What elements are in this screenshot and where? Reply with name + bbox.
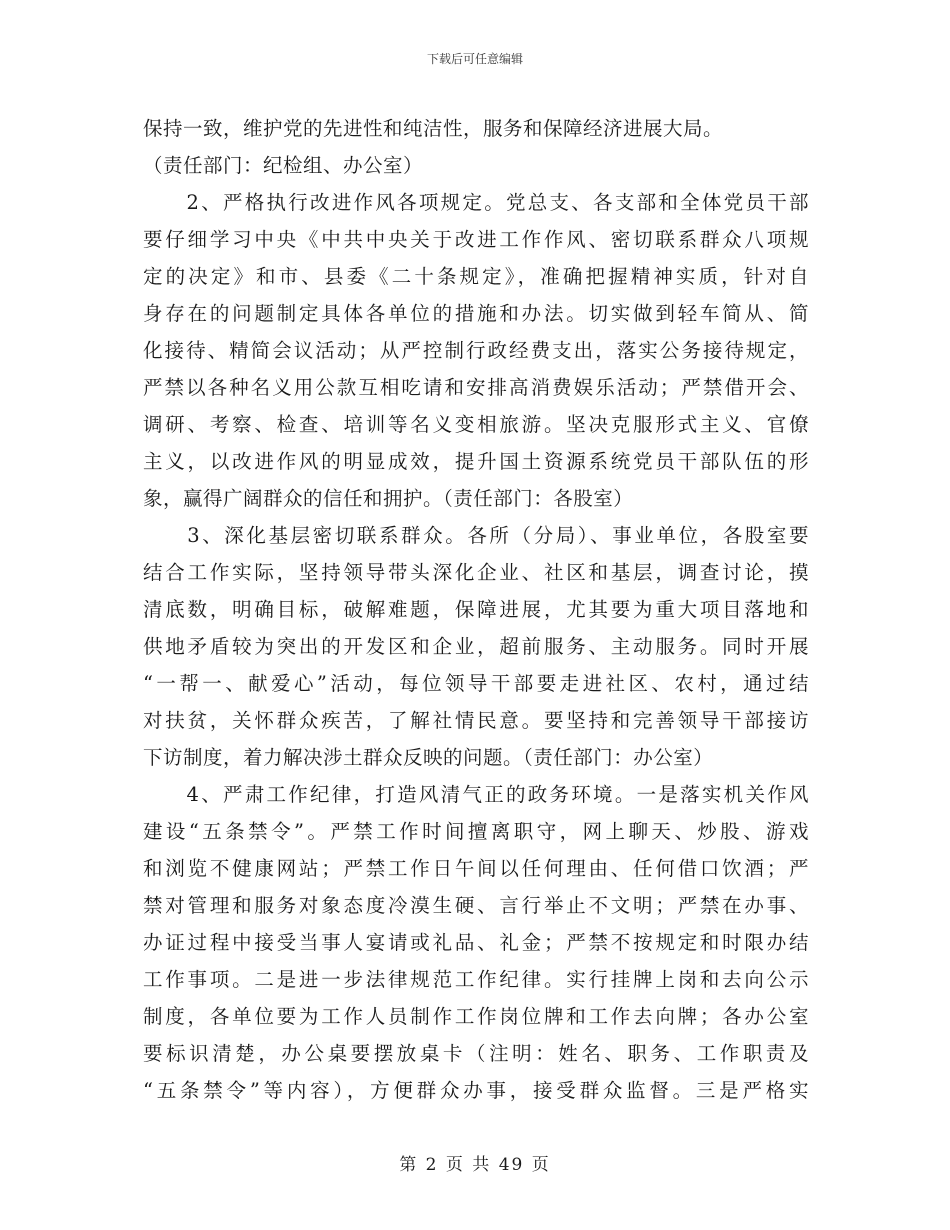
text-line: 对扶贫，关怀群众疾苦，了解社情民意。要坚持和完善领导干部接访 [143, 709, 809, 732]
document-body [143, 110, 809, 1109]
page-number-footer: 第 2 页 共 49 页 [399, 1155, 551, 1175]
text-line: 3、深化基层密切联系群众。各所（分局）、事业单位，各股室要 [143, 524, 809, 547]
text-line: 要仔细学习中央《中共中央关于改进工作作风、密切联系群众八项规 [143, 228, 809, 251]
text-line: 身存在的问题制定具体各单位的措施和办法。切实做到轻车简从、简 [143, 302, 809, 325]
text-line: 制度，各单位要为工作人员制作工作岗位牌和工作去向牌；各办公室 [143, 1005, 809, 1028]
text-line: 结合工作实际，坚持领导带头深化企业、社区和基层，调查讨论，摸 [143, 561, 809, 584]
page-header-note: 下载后可任意编辑 [426, 52, 523, 66]
text-line: （责任部门：纪检组、办公室） [143, 154, 424, 177]
text-line: 办证过程中接受当事人宴请或礼品、礼金；严禁不按规定和时限办结 [143, 931, 809, 954]
text-line: 工作事项。二是进一步法律规范工作纪律。实行挂牌上岗和去向公示 [143, 968, 809, 991]
text-line: 供地矛盾较为突出的开发区和企业，超前服务、主动服务。同时开展 [143, 635, 809, 658]
text-line: “五条禁令”等内容），方便群众办事，接受群众监督。三是严格实 [143, 1079, 809, 1102]
text-line: 4、严肃工作纪律，打造风清气正的政务环境。一是落实机关作风 [143, 783, 809, 806]
text-line: 严禁以各种名义用公款互相吃请和安排高消费娱乐活动；严禁借开会、 [143, 376, 809, 399]
text-line: 定的决定》和市、县委《二十条规定》，准确把握精神实质，针对自 [143, 265, 809, 288]
text-line: 2、严格执行改进作风各项规定。党总支、各支部和全体党员干部 [143, 191, 809, 214]
text-line: “一帮一、献爱心”活动，每位领导干部要走进社区、农村，通过结 [143, 672, 809, 695]
text-line: 下访制度，着力解决涉土群众反映的问题。（责任部门：办公室） [143, 746, 714, 769]
text-line: 禁对管理和服务对象态度冷漠生硬、言行举止不文明；严禁在办事、 [143, 894, 809, 917]
text-line: 主义，以改进作风的明显成效，提升国土资源系统党员干部队伍的形 [143, 450, 809, 473]
text-line: 化接待、精简会议活动；从严控制行政经费支出，落实公务接待规定， [143, 339, 809, 362]
text-line: 象，赢得广阔群众的信任和拥护。（责任部门：各股室） [143, 487, 634, 510]
text-line: 和浏览不健康网站；严禁工作日午间以任何理由、任何借口饮酒；严 [143, 857, 809, 880]
text-line: 调研、考察、检查、培训等名义变相旅游。坚决克服形式主义、官僚 [143, 413, 809, 436]
text-line: 清底数，明确目标，破解难题，保障进展，尤其要为重大项目落地和 [143, 598, 809, 621]
text-line: 保持一致，维护党的先进性和纯洁性，服务和保障经济进展大局。 [143, 117, 724, 140]
text-line: 建设“五条禁令”。严禁工作时间擅离职守，网上聊天、炒股、游戏 [143, 820, 809, 843]
text-line: 要标识清楚，办公桌要摆放桌卡（注明：姓名、职务、工作职责及 [143, 1042, 809, 1065]
